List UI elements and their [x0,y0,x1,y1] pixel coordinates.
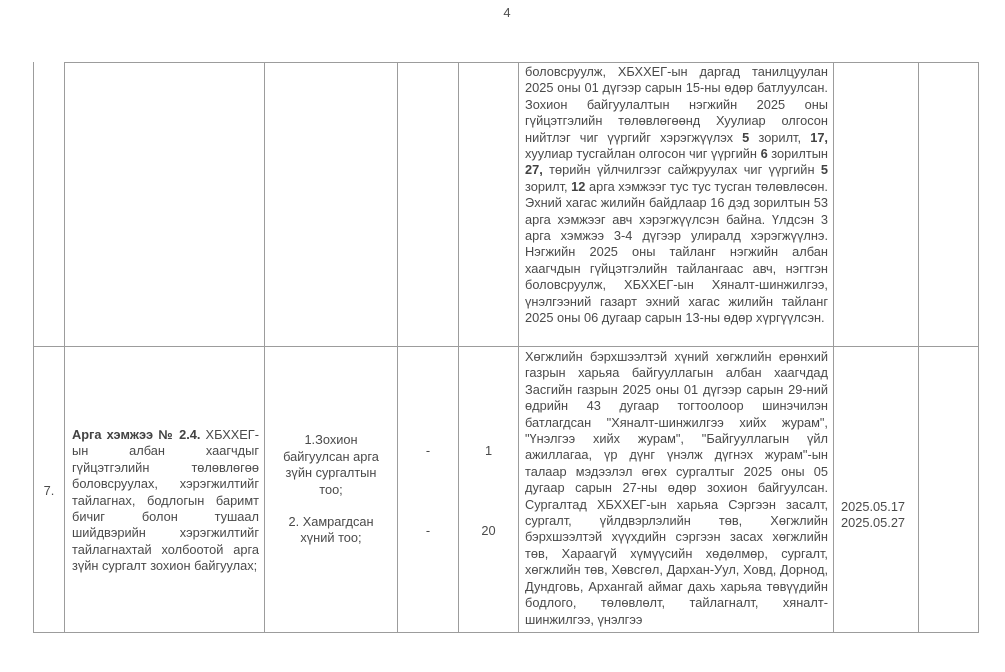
cell-note-r2 [919,347,979,633]
page-number: 4 [503,5,511,20]
cell-task-r1 [65,62,265,347]
text-run: хуулиар тусгайлан олгосон чиг үүргийн [525,146,761,162]
actual-value-2: 20 [481,523,496,538]
text-run: 5 [820,162,828,178]
cell-plan-r1 [398,62,459,347]
text-run: 5 [742,129,750,145]
text-run: зорилт, [749,129,811,145]
cell-row-number-r1 [34,62,65,347]
text-run: зорилтын [767,146,828,162]
indicator-item-2: 2. Хамрагдсан хүний тоо; [288,513,374,546]
report-paragraph-r2 [519,347,833,628]
indicator-item-1: 1.Зохион байгуулсан арга зүйн сургалтын тоо; [283,432,379,497]
report-table [33,62,979,633]
actual-value-1: 1 [484,443,493,458]
cell-plan-r2 [398,347,459,633]
cell-row-number-r2 [34,347,65,633]
text-run: ХБХХЕГ-ын албан хаагчдыг гүйцэтгэлийн төлөвлөгөө боловсруулах, хэрэгжилтийг тайлагнах, бодлогын баримт бичиг болон тушаал шийдвэрийн хэрэгжилтийг тайлагнахтай холбоотой арга зүйн сургалт зохион байгуулах; [72,427,259,574]
text-run: боловсруулж, ХБХХЕГ-ын даргад танилцуулан 2025 оны 01 дүгээр сарын 15-ны өдөр батлуулсан. Зохион байгуулалтын нэгжийн 2025 оны гүйцэтгэлийн төлөвлөгөөнд Хуулиар олгосон нийтлэг чиг үүргийг хэрэгжүүлэх [525,64,828,145]
text-run: 27, [525,162,543,178]
cell-indicator-r2 [265,347,398,633]
text-run: Арга хэмжээ № 2.4. [72,427,201,442]
text-run: зорилт, [525,178,572,194]
cell-note-r1 [919,62,979,347]
date-value-2: 2025.05.27 [841,515,906,531]
cell-actual-r2 [459,347,519,633]
cell-indicator-r1 [265,62,398,347]
plan-value-1: - [425,443,431,458]
cell-dates-r2 [834,347,919,633]
task-paragraph [65,347,264,575]
date-value-1: 2025.05.17 [841,499,906,514]
text-run: 6 [760,146,768,162]
text-run: арга хэмжээг тус тус тусган төлөвлөсөн. Эхний хагас жилийн байдлаар 16 дэд зорилтын 53 арга хэмжээг авч хэрэгжүүлсэн байна. Үлдсэн 3 арга хэмжээ 3-4 дүгээр улиралд хэрэгжүүлнэ. Нэгжийн 2025 оны тайланг нэгжийн албан хаагчдын гүйцэтгэлийн тайлангаас авч, нэгтгэн боловсруулж, ХБХХЕГ-ын Хяналт-шинжилгээ, үнэлгээний газарт эхний хагас жилийн тайланг 2025 оны 06 дугаар сарын 13-ны өдөр хүргүүлсэн. [525,178,828,326]
cell-dates-r1 [834,62,919,347]
cell-actual-r1 [459,62,519,347]
text-run: 17, [810,129,828,145]
report-paragraph-r1 [519,63,833,327]
cell-task-r2 [65,347,265,633]
text-run: төрийн үйлчилгээг сайжруулах чиг үүргийн [542,162,821,178]
text-run: Хөгжлийн бэрхшээлтэй хүний хөгжлийн ерөнхий газрын харьяа байгууллагын албан хаагчдад Засгийн газрын 2025 оны 01 дүгээр сарын 29-ний өдрийн 43 дугаар тогтоолоор шинэчилэн батлагдсан "Хяналт-шинжилгээ хийх журам", "Үнэлгээ хийх журам", "Байгууллагын үйл ажиллагаа, үр дүнг үнэлж дүгнэх журам"-ын талаар мэдээлэл өгөх сургалтыг 2025 оны 05 дугаар сарын 27-ны өдөр зохион байгуулсан. Сургалтад ХБХХЕГ-ын харьяа Сэргээн засалт, сургалт, үйлдвэрлэлийн төв, Хөгжлийн бэрхшээлтэй хүүхдийн сэргээн засах хөгжлийн төв, Хараагүй хүмүүсийн хөдөлмөр, сургалт, хөгжлийн төв, Хөвсгөл, Дархан-Уул, Ховд, Дорнод, Дундговь, Архангай аймаг дахь харьяа төвүүдийн бодлого, төлөвлөлт, тайлагналт, хяналт-шинжилгээ, үнэлгээ [525,349,828,627]
row-number: 7. [43,483,55,498]
plan-value-2: - [425,523,431,538]
cell-report-r1 [519,62,834,347]
text-run: 12 [571,178,586,194]
cell-report-r2 [519,347,834,633]
